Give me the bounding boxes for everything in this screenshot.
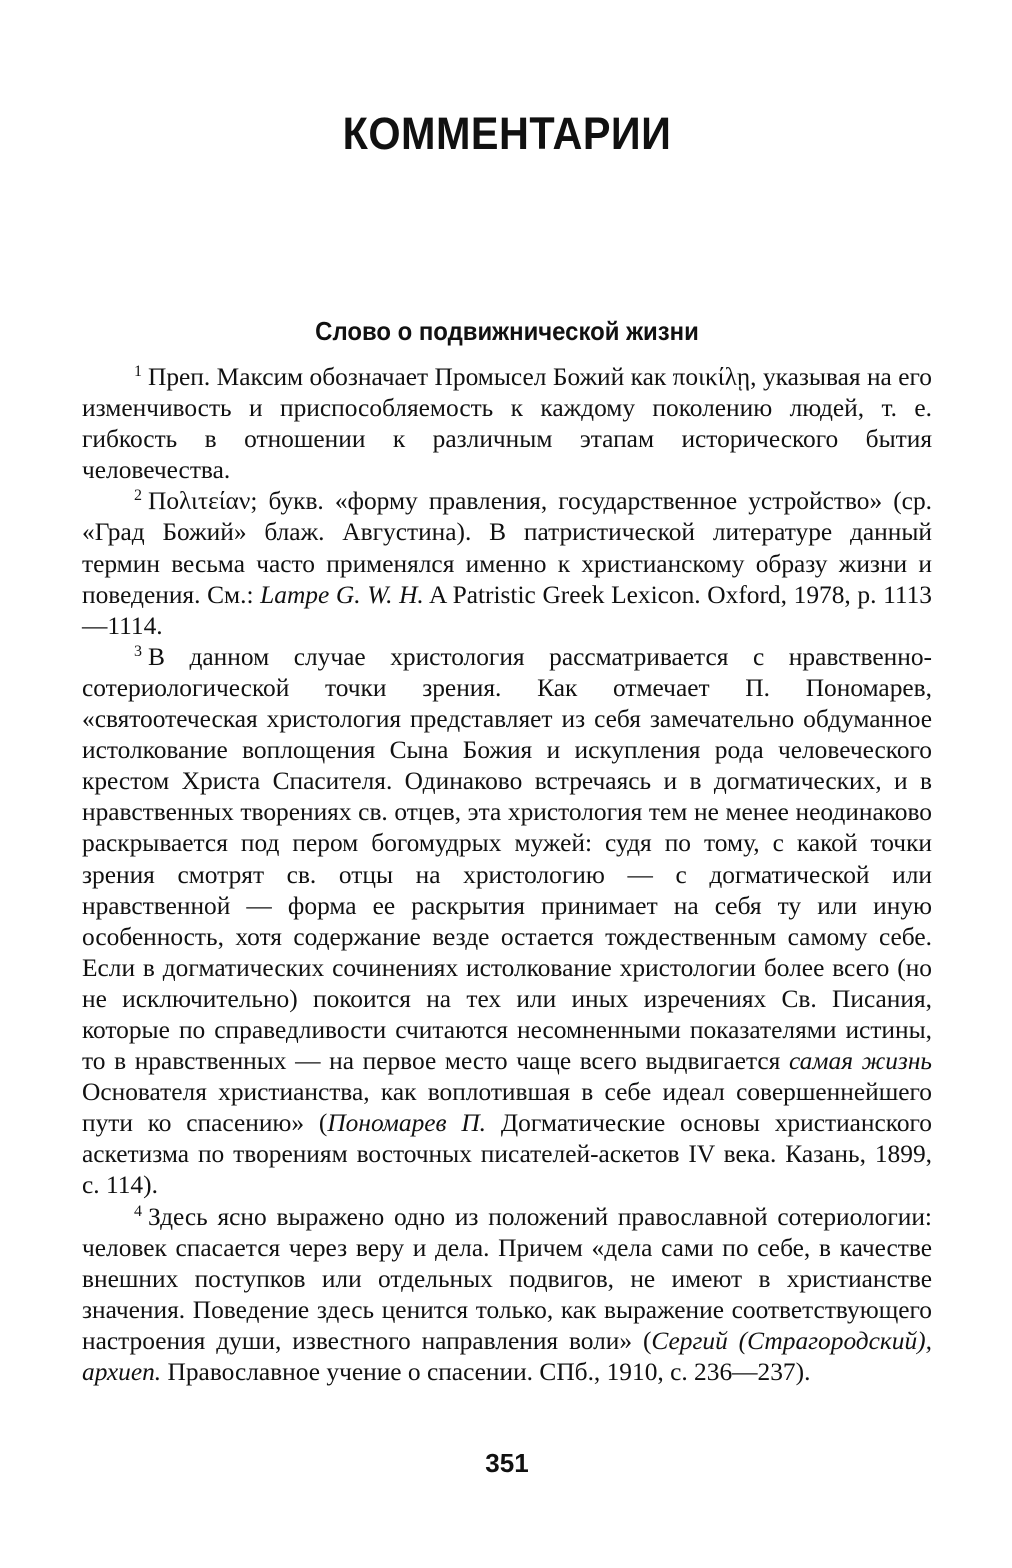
note-number: 1: [134, 363, 142, 380]
note-text: Основателя христианства, как воплотившая в себе идеал совершеннейшего пути ко спасению» (: [82, 1078, 932, 1138]
note-text: Здесь ясно выражено одно из положений православной сотериологии: человек спасается через веру и дела. Причем «дела сами по себе, в качестве внешних поступков или отдельных подвигов, не имеют в христианстве значения. Поведение здесь ценится только, как выражение соответствующего настроения души, известного направления воли» (: [82, 1202, 932, 1355]
page-title: КОММЕНТАРИИ: [342, 108, 672, 159]
citation-author: Lampe G. W. H.: [260, 580, 424, 609]
note-number: 3: [134, 642, 142, 660]
note-text: Преп. Максим обозначает Промысел Божий как ποικίλῃ, указывая на его изменчивость и приспособляемость к каждому поколению людей, т. е. гибкость в отношении к различным этапам исторического бытия человечества.: [82, 363, 932, 485]
section-heading: Слово о подвижнической жизни: [315, 316, 699, 346]
note-text: Догматические основы христианского аскетизма по творениям восточных писателей-аскетов IV века. Казань, 1899, с. 114).: [82, 1109, 933, 1200]
note-4: [82, 1202, 932, 1389]
note-text: A Patristic Greek Lexicon. Oxford, 1978, p. 1113—1114.: [82, 580, 932, 640]
note-text: Православное учение о спасении. СПб., 1910, с. 236—237).: [161, 1358, 811, 1386]
page-number: 351: [485, 1448, 529, 1478]
note-1: [82, 362, 932, 486]
note-3: [82, 642, 932, 1202]
note-number: 4: [134, 1202, 142, 1220]
citation-author: Сергий (Страгородский), архиеп.: [82, 1326, 932, 1386]
notes-list: [82, 362, 932, 1388]
document-page: [82, 0, 932, 1568]
citation-author: Пономарев П.: [327, 1109, 487, 1138]
emphasis: самая жизнь: [788, 1047, 932, 1076]
note-text: Πολιτείαν; букв. «форму правления, государственное устройство» (ср. «Град Божий» блаж. Августина). В патристической литературе данный термин весьма часто применялся именно к христианскому образу жизни и поведения. См.:: [82, 487, 932, 609]
note-text: В данном случае христология рассматривается с нравственно-сотериологической точки зрения. Как отмечает П. Пономарев, «святоотеческая христология представляет из себя замечательно обдуманное истолкование воплощения Сына Божия и искупления рода человеческого крестом Христа Спасителя. Одинаково встречаясь и в догматических, и в нравственных творениях св. отцев, эта христология тем не менее неодинаково раскрывается под пером богомудрых мужей: судя по тому, с какой точки зрения смотрят св. отцы на христологию — с догматической или нравственной — форма ее раскрытия принимает на себя ту или иную особенность, хотя содержание везде остается тождественным самому себе. Если в догматических сочинениях истолкование христологии более всего (но не исключительно) покоится на тех или иных изречениях Св. Писания, которые по справедливости считаются несомненными показателями истины, то в нравственных — на первое место чаще всего выдвигается: [82, 642, 932, 1076]
note-2: [82, 486, 932, 641]
note-number: 2: [134, 487, 142, 505]
